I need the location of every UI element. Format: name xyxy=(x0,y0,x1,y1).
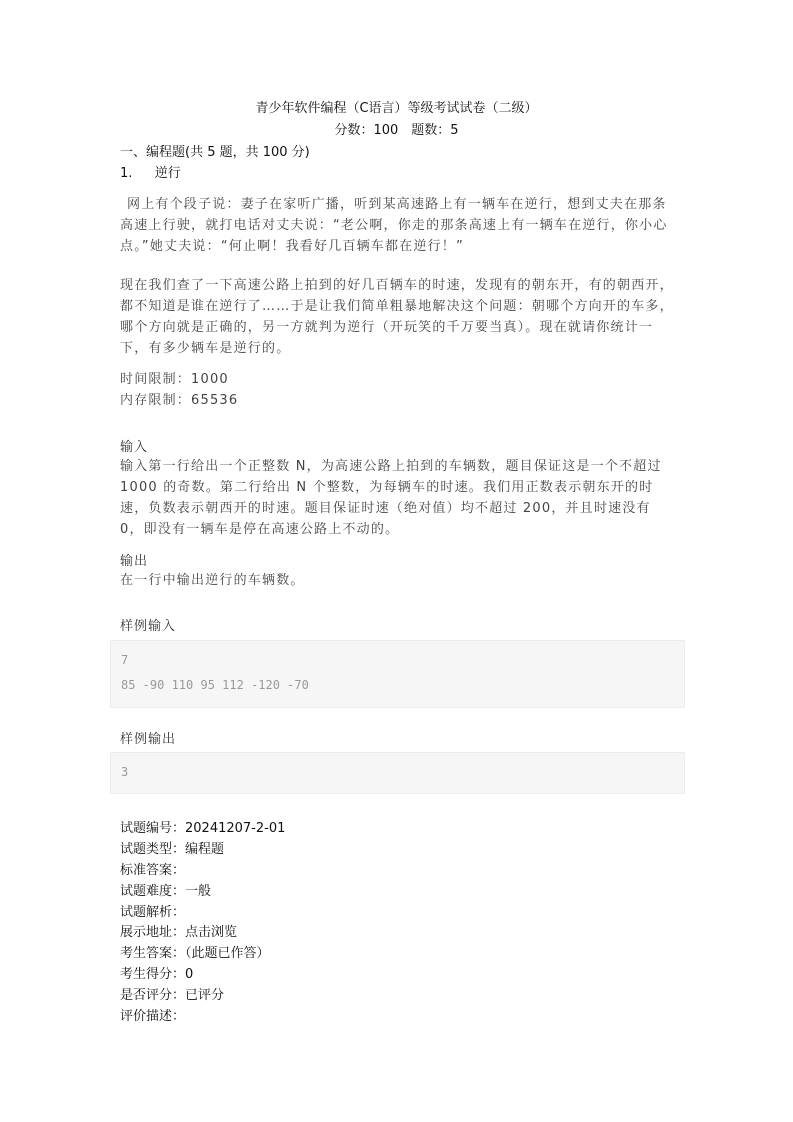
meta-analysis: 试题解析： xyxy=(120,905,186,920)
sample-output-box xyxy=(110,752,685,794)
input-description: 输入第一行给出一个正整数 N，为高速公路上拍到的车辆数，题目保证这是一个不超过 1000 的奇数。第二行给出 N 个整数，为每辆车的时速。我们用正数表示朝东开的时速，负数表示朝西开的时速。题目保证时速（绝对值）均不超过 200，并且时速没有 0，即没有一辆车是停在高速公路上不动的。 xyxy=(120,459,662,537)
meta-comment: 评价描述： xyxy=(120,1009,186,1024)
meta-question-type: 试题类型：编程题 xyxy=(120,842,225,857)
meta-difficulty: 试题难度：一般 xyxy=(120,884,212,899)
sample-input-line: 85 -90 110 95 112 -120 -70 xyxy=(121,678,309,692)
meta-standard-answer: 标准答案： xyxy=(120,863,186,878)
sample-input-line: 7 xyxy=(121,653,129,667)
problem-description: 现在我们查了一下高速公路上拍到的好几百辆车的时速，发现有的朝东开，有的朝西开，都不知道是谁在逆行了……于是让我们简单粗暴地解决这个问题：朝哪个方向开的车多，哪个方向就是正确的，另一方就判为逆行（开玩笑的千万要当真）。现在就请你统计一下，有多少辆车是逆行的。 xyxy=(120,278,674,356)
meta-student-answer: 考生答案：（此题已作答） xyxy=(120,946,270,961)
meta-question-id: 试题编号：20241207-2-01 xyxy=(120,821,286,836)
question-header xyxy=(120,162,181,181)
time-limit: 时间限制：1000 xyxy=(120,372,229,387)
input-heading: 输入 xyxy=(120,440,149,455)
meta-student-score: 考生得分：0 xyxy=(120,967,194,982)
question-title: 逆行 xyxy=(154,166,181,181)
sample-input-heading: 样例输入 xyxy=(120,619,177,634)
output-description: 在一行中输出逆行的车辆数。 xyxy=(120,573,305,588)
section-heading: 一、编程题(共 5 题，共 100 分) xyxy=(120,145,310,160)
meta-display-address: 展示地址：点击浏览 xyxy=(120,925,238,940)
exam-title: 青少年软件编程（C语言）等级考试试卷（二级） xyxy=(255,101,538,116)
sample-input-box xyxy=(110,640,685,708)
problem-story: 网上有个段子说：妻子在家听广播，听到某高速路上有一辆车在逆行，想到丈夫在那条高速上行驶，就打电话对丈夫说：“老公啊，你走的那条高速上有一辆车在逆行，你小心点。”她丈夫说：“何止啊！我看好几百辆车都在逆行！” xyxy=(120,197,668,254)
score-line: 分数：100 题数：5 xyxy=(334,123,459,138)
output-heading: 输出 xyxy=(120,554,149,569)
sample-output-heading: 样例输出 xyxy=(120,732,177,747)
meta-graded: 是否评分：已评分 xyxy=(120,988,225,1003)
sample-output-line: 3 xyxy=(121,765,129,779)
question-number: 1. xyxy=(120,166,133,181)
memory-limit: 内存限制：65536 xyxy=(120,393,239,408)
browse-link[interactable]: 点击浏览 xyxy=(185,925,238,940)
